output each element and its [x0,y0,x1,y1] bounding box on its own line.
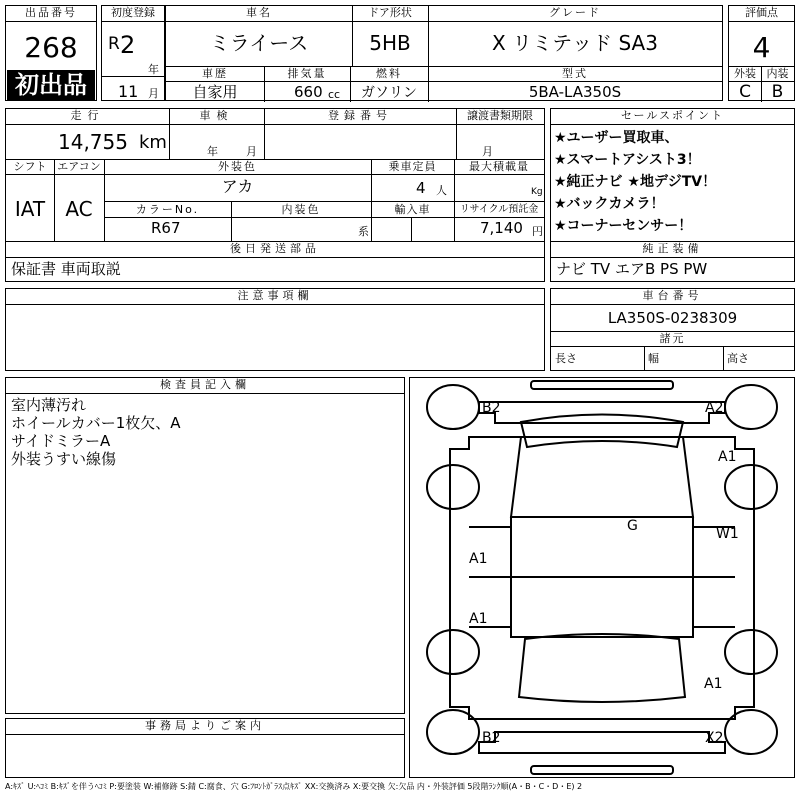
notes-label: 注意事項欄 [237,289,313,302]
notes-box [5,288,545,371]
mileage-value: 14,755 [58,130,128,154]
car-name-label: 車名 [246,6,272,19]
model-code: 5BA-LA350S [528,83,622,101]
color-no-value: R67 [151,219,181,237]
reg-era: R [108,34,120,54]
inspector-note-3: サイドミラーA [11,432,111,450]
reg-month: 11 [118,82,139,101]
sales-point-5: ★コーナーセンサー！ [554,218,693,234]
exterior-score-label: 外装 [734,67,756,80]
interior-score: B [771,82,784,102]
front-bumper-shape [531,381,673,389]
displacement: 660 [294,83,323,101]
score-box [728,5,795,101]
chassis-box [550,288,795,371]
sales-points-label: セールスポイント [620,109,724,122]
grade: X リミテッド SA3 [492,31,658,55]
front-left-tire [427,385,479,429]
rear-bumper-shape [531,766,673,774]
reg-number-label: 登録番号 [328,109,392,122]
history-label: 車歴 [202,67,228,80]
specs-label: 諸元 [659,332,686,345]
color-no-label: カラーNo. [135,203,200,216]
length-label: 長さ [555,352,577,365]
grade-label: グレード [549,6,601,19]
damage-fl-tire: B2 [482,400,501,416]
capacity-label: 乗車定員 [388,160,437,173]
office-label: 事務局よりご案内 [145,719,265,732]
recycle-value: 7,140 [480,219,523,237]
vehicle-info-box [165,5,723,101]
door-type: 5HB [369,31,411,55]
sales-point-2: ★スマートアシスト3！ [554,152,701,168]
later-parts-value: 保証書 車両取説 [11,260,121,278]
first-registration-label: 初度登録 [111,6,155,19]
damage-rr-tire: X2 [705,730,724,746]
recycle-label: リサイクル預託金 [459,204,539,215]
bottom-right-tire [725,710,777,754]
genuine-equipment-box [550,241,795,282]
bottom-side-outline [479,732,725,753]
lot-number-label: 出品番号 [25,6,77,19]
mid-left-tire [427,465,479,509]
shift-label: シフト [13,160,47,173]
max-load-label: 最大積載量 [469,160,529,173]
office-box [5,718,405,778]
sales-point-1: ★ユーザー買取車、 [554,130,679,146]
km-unit: km [139,132,167,153]
score-label: 評価点 [745,6,778,19]
windshield-outline [521,415,683,448]
later-parts-box [5,241,545,282]
chassis-number: LA350S-0238309 [607,309,738,327]
front-right-tire [725,385,777,429]
reg-month-unit: 月 [148,87,159,100]
damage-left-rear-door: A1 [469,611,488,627]
aircon-value: AC [65,197,93,221]
transfer-label: 譲渡書類期限 [467,109,533,122]
door-label: ドア形状 [368,6,412,19]
damage-rl-tire: B2 [482,730,501,746]
legend: A:ｷｽﾞ U:ﾍｺﾐ B:ｷｽﾞを伴うﾍｺﾐ P:要塗装 W:補修跡 S:錆 C:腐食、穴 G:ﾌﾛﾝﾄｶﾞﾗｽ点ｷｽﾞ XX:交換済み X:要交換 欠:欠品 内・外装評価 5段階ﾗﾝｸ順(A・B・C・D・E) 2 [5,782,583,791]
sales-points-box [550,108,795,242]
damage-hood: G [627,518,638,534]
inspection-month-unit: 月 [246,145,257,158]
car-name: ミライース [209,31,309,55]
capacity-value: 4 [416,179,426,197]
overall-score: 4 [752,31,771,64]
person-unit: 人 [436,184,447,197]
int-color-label: 内装色 [281,203,321,216]
inspection-label: 車検 [199,109,234,122]
damage-right-front-door: W1 [716,526,739,542]
ext-color-label: 外装色 [218,160,257,173]
inspector-note-4: 外装うすい線傷 [11,450,117,468]
damage-left-front-door: A1 [469,551,488,567]
history: 自家用 [192,83,238,101]
sales-point-4: ★バックカメラ！ [554,196,665,212]
rear-window-outline [519,634,685,702]
inspection-year-unit: 年 [207,145,218,158]
fuel-type: ガソリン [361,85,417,101]
damage-right-rear-quarter: A1 [704,676,723,692]
chassis-label: 車台番号 [642,289,703,302]
kei-unit: 系 [358,225,369,238]
inspector-note-2: ホイールカバー1枚欠、A [11,414,181,432]
genuine-equipment-label: 純正装備 [642,242,703,255]
damage-fr-tire: A2 [705,400,724,416]
lot-number-box [5,5,97,101]
genuine-equipment-value: ナビ TV エアB PS PW [556,260,708,278]
damage-fr-fender: A1 [718,449,737,465]
width-label: 幅 [648,352,659,365]
car-diagram [409,377,795,778]
model-label: 型式 [562,67,588,80]
lot-number: 268 [24,31,78,64]
aircon-label: エアコン [57,160,101,173]
yen-unit: 円 [532,225,543,238]
shift-value: IAT [14,197,46,221]
sales-point-3: ★純正ナビ ★地デジTV！ [554,174,717,190]
height-label: 高さ [727,352,749,365]
details-box [5,108,545,242]
kg-unit: Kg [531,187,543,197]
rear-right-tire [725,630,777,674]
ext-color-value: アカ [221,177,254,196]
reg-year: 2 [120,31,136,59]
mileage-label: 走行 [70,109,105,122]
later-parts-label: 後日発送部品 [230,242,320,255]
first-listing-badge: 初出品 [7,70,95,100]
reg-year-unit: 年 [148,63,159,76]
displacement-label: 排気量 [287,67,327,80]
inspector-label: 検査員記入欄 [160,378,250,391]
import-label: 輸入車 [394,203,431,216]
first-registration-box [101,5,165,101]
mid-right-tire [725,465,777,509]
cc-unit: cc [328,88,341,101]
rear-left-tire [427,630,479,674]
exterior-score: C [739,82,751,102]
hood-outline [511,437,693,517]
inspector-note-1: 室内薄汚れ [11,396,87,414]
inspector-box [5,377,405,714]
interior-score-label: 内装 [766,67,789,80]
transfer-month-unit: 月 [482,145,493,158]
fuel-label: 燃料 [376,67,402,80]
top-side-outline [479,402,725,423]
bottom-left-tire [427,710,479,754]
